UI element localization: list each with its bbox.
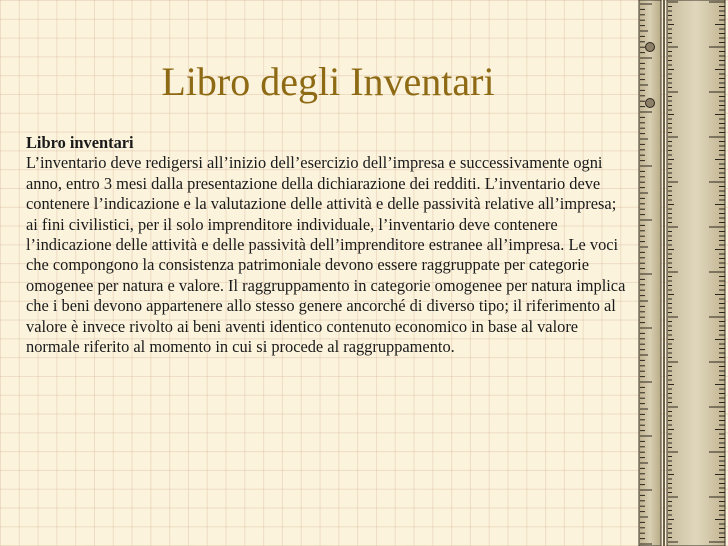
- slide-title: Libro degli Inventari: [161, 59, 495, 104]
- measuring-ruler-icon: [637, 0, 728, 546]
- body-paragraph: L’inventario deve redigersi all’inizio dell’esercizio dell’impresa e successivamente ogni anno, entro 3 mesi dalla presentazione della dichiarazione dei redditi. L’inventario deve contenere l’indicazione e la valutazione delle attività e delle passività relative all’impresa; ai fini civilistici, per il solo imprenditore individuale, l’inventario deve contenere l’indicazione delle attività e delle passività dell’imprenditore estranee all’impresa. Le voci che compongono la consistenza patrimoniale devono essere raggruppate per categorie omogenee per natura e valore. Il raggruppamento in categorie omogenee per natura implica che i beni devono appartenere allo stesso genere ancorché di diverso tipo; il riferimento al valore è invece rivolto ai beni aventi identico contenuto economico in base al valore normale riferito al momento in cui si procede al raggruppamento.: [26, 153, 626, 357]
- body-heading: Libro inventari: [26, 133, 134, 152]
- slide-body: [26, 133, 626, 357]
